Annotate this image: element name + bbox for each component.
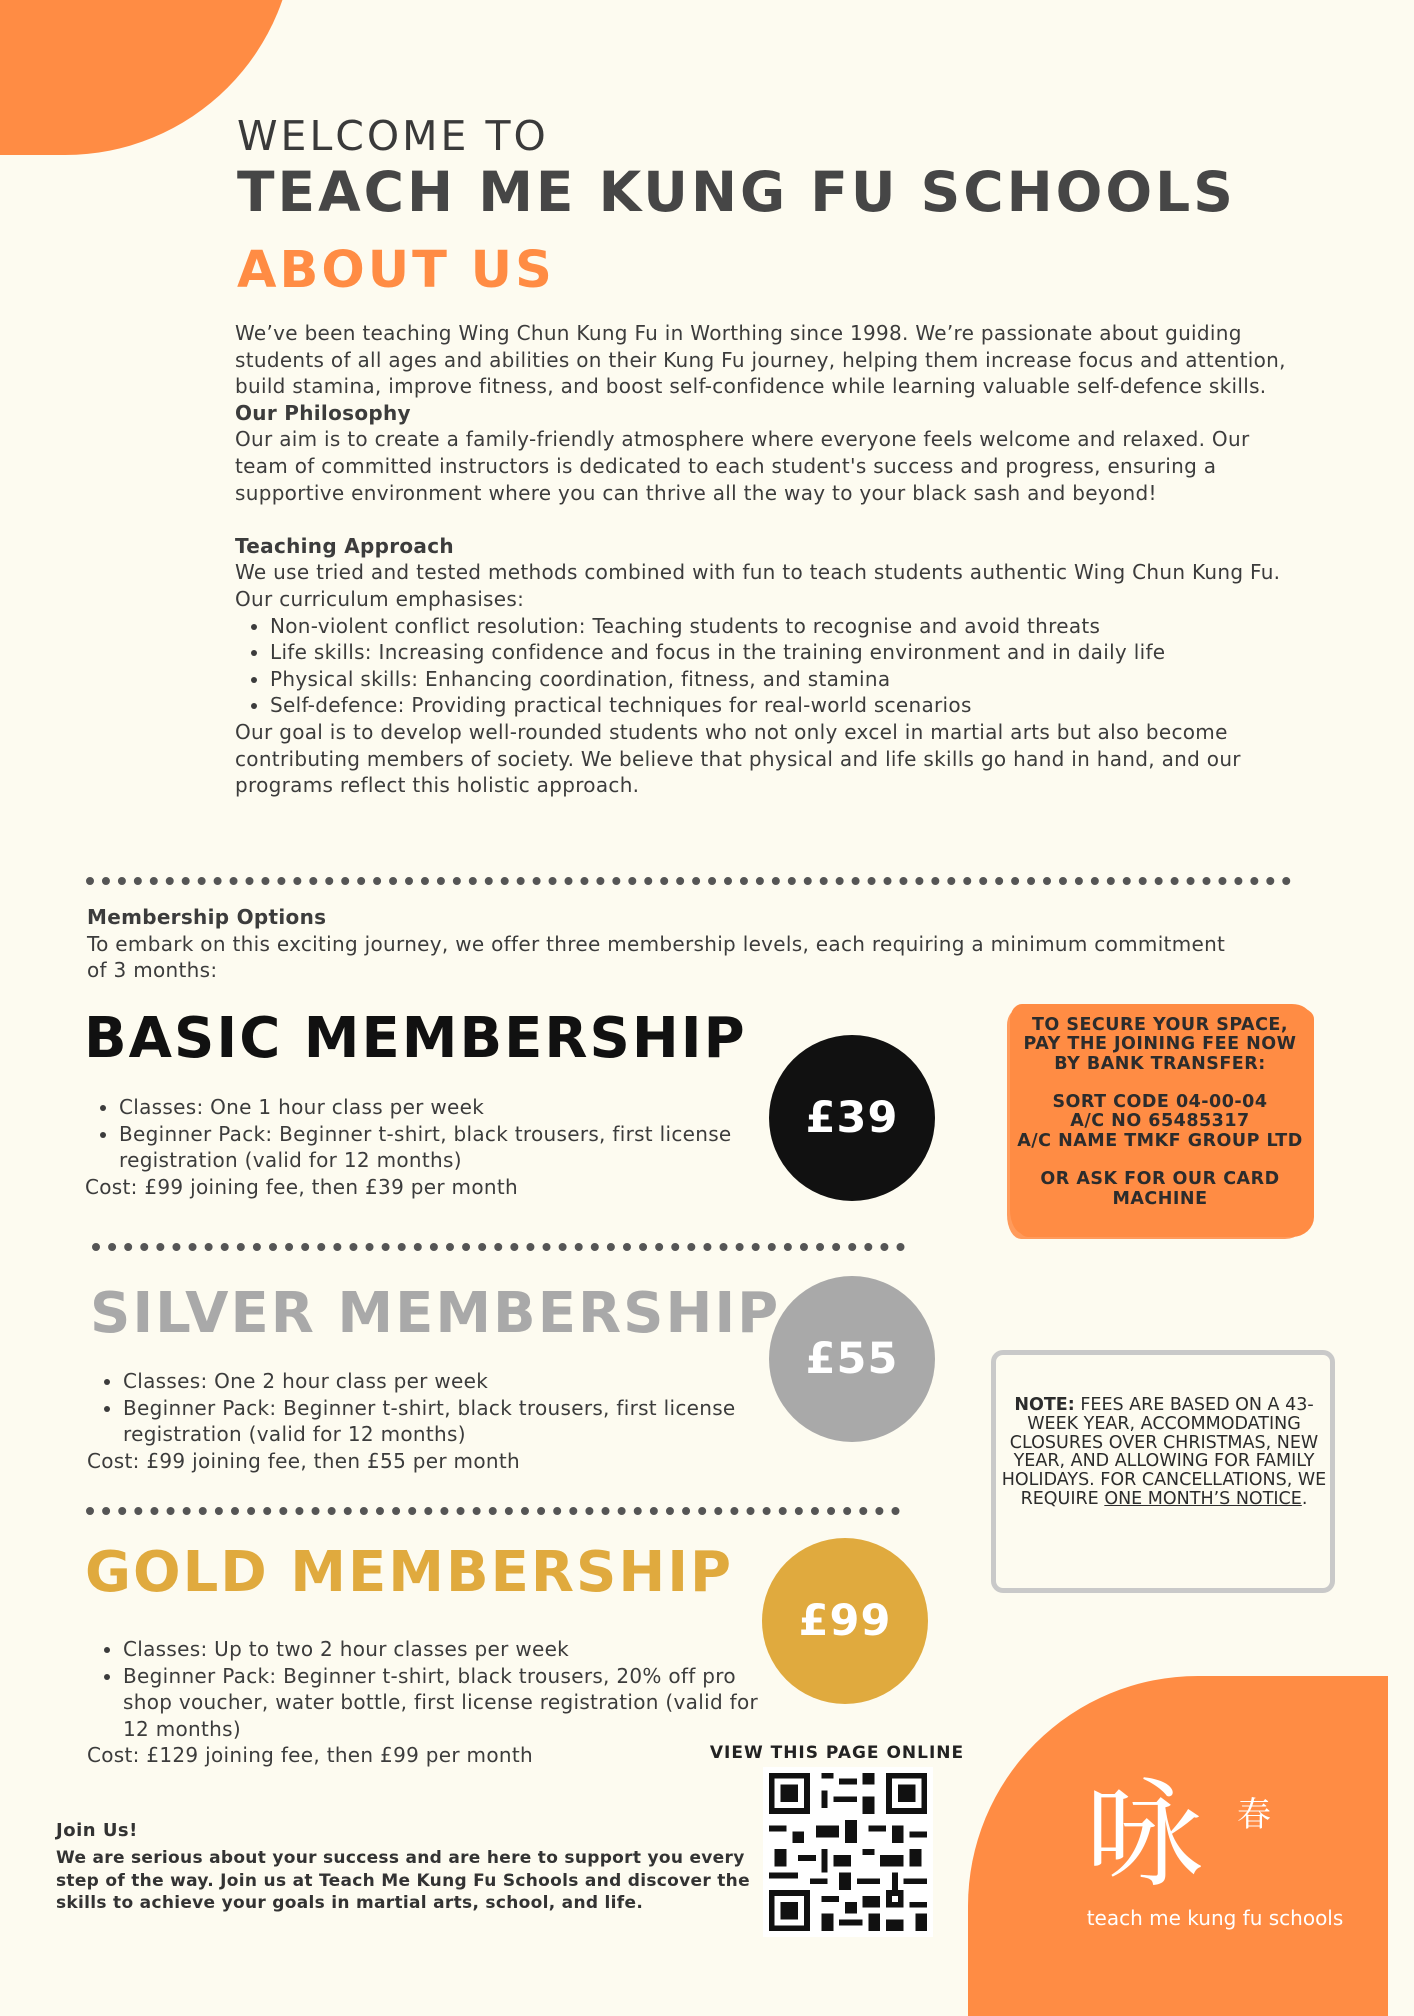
list-item: • Classes: Up to two 2 hour classes per week xyxy=(123,1636,777,1663)
list-item: • Beginner Pack: Beginner t-shirt, black trousers, first license registration (valid for 12 months) xyxy=(123,1395,767,1448)
approach-list xyxy=(235,613,1295,719)
divider xyxy=(86,877,1291,885)
list-item: • Beginner Pack: Beginner t-shirt, black trousers, 20% off pro shop voucher, water bottle, first license registration (valid for 12 months) xyxy=(123,1663,777,1743)
account-name: A/C NAME TMKF GROUP LTD xyxy=(1017,1130,1303,1151)
account-number: A/C NO 65485317 xyxy=(1070,1111,1250,1132)
payment-line: TO SECURE YOUR SPACE, xyxy=(1031,1015,1289,1035)
list-item: • Beginner Pack: Beginner t-shirt, black trousers, first license registration (valid for 12 months) xyxy=(119,1121,765,1174)
basic-membership-title: BASIC MEMBERSHIP xyxy=(84,1006,747,1071)
qr-code[interactable] xyxy=(763,1767,933,1937)
about-heading: ABOUT US xyxy=(237,241,555,300)
basic-membership-details xyxy=(85,1094,765,1200)
page-title: TEACH ME KUNG FU SCHOOLS xyxy=(237,160,1236,224)
note-end: . xyxy=(1301,1488,1308,1509)
membership-intro-section xyxy=(87,904,1237,984)
gold-cost: Cost: £129 joining fee, then £99 per month xyxy=(87,1743,533,1768)
gold-price-badge: £99 xyxy=(762,1538,928,1704)
goal-text: Our goal is to develop well-rounded students who not only excel in martial arts but also become contributing members of society. We believe that physical and life skills go hand in hand, and our programs reflect this holistic approach. xyxy=(235,719,1241,798)
divider xyxy=(86,1507,900,1515)
silver-price-badge: £55 xyxy=(769,1276,935,1442)
list-item: • Non-violent conflict resolution: Teaching students to recognise and avoid threats xyxy=(270,613,1295,640)
note-text: FEES ARE BASED ON A 43-WEEK YEAR, ACCOMMODATING CLOSURES OVER CHRISTMAS, NEW YEAR, AND ALLOWING FOR FAMILY HOLIDAYS. FOR CANCELLATIONS, WE REQUIRE xyxy=(1001,1395,1327,1509)
payment-line: BY BANK TRANSFER: xyxy=(1054,1053,1266,1074)
divider xyxy=(92,1243,905,1251)
gold-membership-title: GOLD MEMBERSHIP xyxy=(85,1540,734,1605)
sort-code: SORT CODE 04-00-04 xyxy=(1052,1092,1268,1113)
notice-period: ONE MONTH’S NOTICE xyxy=(1104,1488,1302,1509)
membership-intro: To embark on this exciting journey, we offer three membership levels, each requiring a minimum commitment of 3 months: xyxy=(87,931,1226,983)
list-item: • Physical skills: Enhancing coordination, fitness, and stamina xyxy=(270,666,1295,693)
silver-membership-details xyxy=(87,1368,767,1474)
silver-cost: Cost: £99 joining fee, then £55 per month xyxy=(87,1448,520,1473)
silver-membership-title: SILVER MEMBERSHIP xyxy=(90,1281,781,1346)
wing-chun-logo-glyph: 咏 xyxy=(1085,1766,1204,1904)
wing-chun-logo-glyph-small: 春 xyxy=(1237,1795,1271,1835)
philosophy-text: Our aim is to create a family-friendly atmosphere where everyone feels welcome and relaxed. Our team of committed instructors is dedicated to each student's success and progress, ensuring a supportive environment where you can thrive all the way to your black sash and beyond! xyxy=(235,427,1250,505)
basic-price-badge: £39 xyxy=(769,1035,935,1201)
note-label: NOTE: xyxy=(1014,1395,1075,1415)
fees-note xyxy=(999,1396,1329,1509)
membership-heading: Membership Options xyxy=(87,905,327,929)
about-section xyxy=(235,320,1295,799)
payment-line: PAY THE JOINING FEE NOW xyxy=(1023,1034,1297,1055)
payment-info xyxy=(1000,1016,1320,1209)
approach-heading: Teaching Approach xyxy=(235,533,454,558)
approach-text: We use tried and tested methods combined with fun to teach students authentic Wing Chun Kung Fu. Our curriculum emphasises: xyxy=(235,560,1281,611)
qr-label: VIEW THIS PAGE ONLINE xyxy=(709,1743,965,1763)
about-intro: We’ve been teaching Wing Chun Kung Fu in Worthing since 1998. We’re passionate about guiding students of all ages and abilities on their Kung Fu journey, helping them increase focus and attention, build stamina, improve fitness, and boost self-confidence while learning valuable self-defence skills. xyxy=(235,321,1286,399)
join-heading: Join Us! xyxy=(56,1820,138,1841)
list-item: • Classes: One 1 hour class per week xyxy=(119,1094,765,1121)
list-item: • Classes: One 2 hour class per week xyxy=(123,1368,767,1395)
logo-school-name: teach me kung fu schools xyxy=(1086,1906,1344,1930)
join-text: We are serious about your success and are here to support you every step of the way. Join us at Teach Me Kung Fu Schools and discover the skills to achieve your goals in martial arts, school, and life. xyxy=(56,1848,750,1913)
card-machine-option: OR ASK FOR OUR CARD MACHINE xyxy=(1040,1169,1280,1209)
welcome-heading: WELCOME TO xyxy=(237,112,549,160)
philosophy-heading: Our Philosophy xyxy=(235,400,411,425)
list-item: • Self-defence: Providing practical techniques for real-world scenarios xyxy=(270,692,1295,719)
list-item: • Life skills: Increasing confidence and focus in the training environment and in daily life xyxy=(270,639,1295,666)
gold-membership-details xyxy=(87,1636,777,1769)
basic-cost: Cost: £99 joining fee, then £39 per month xyxy=(85,1174,518,1199)
